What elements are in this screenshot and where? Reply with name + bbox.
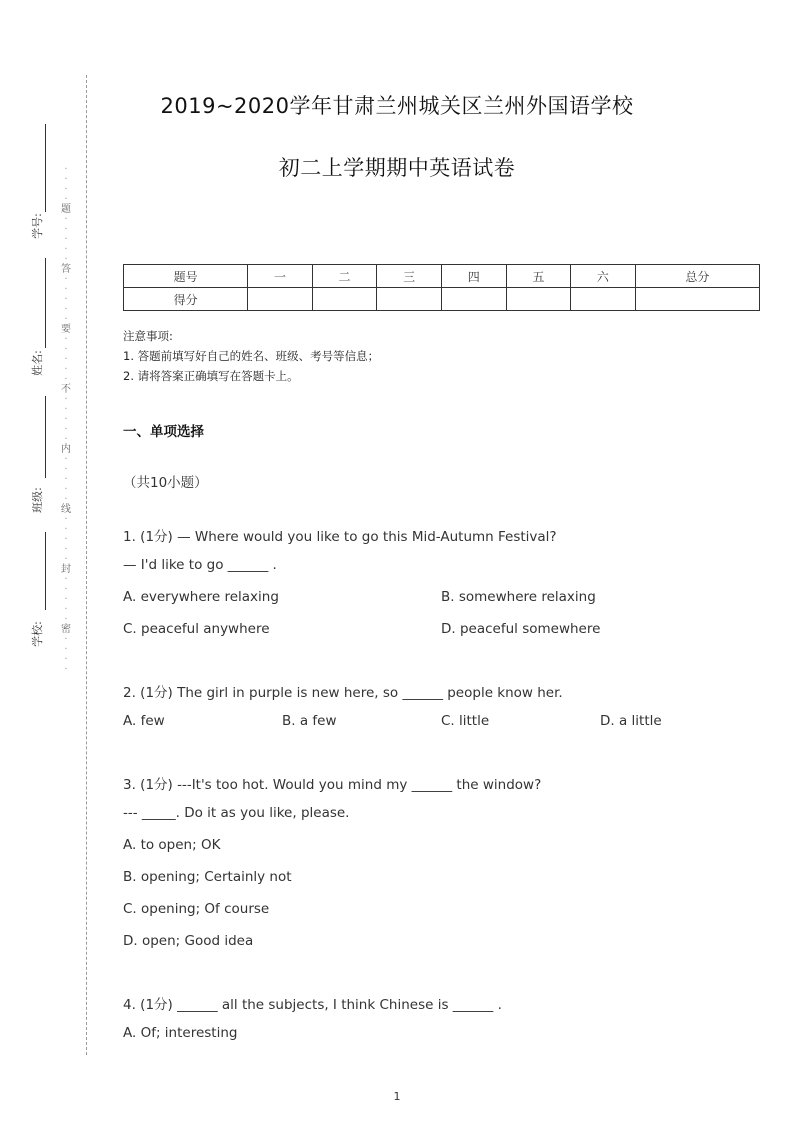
question-4-stem: 4. (1分) ______ all the subjects, I think Chinese is ______ . [123, 997, 502, 1013]
score-header-cell: 一 [248, 265, 313, 288]
seal-char: 线 [61, 504, 71, 515]
question-1-option-a: A. everywhere relaxing [123, 589, 279, 605]
section-subheading: （共10小题） [123, 475, 208, 491]
question-2-option-c: C. little [441, 713, 490, 729]
class-blank [45, 396, 46, 478]
score-cell [571, 288, 636, 311]
question-2-option-a: A. few [123, 713, 165, 729]
seal-line-text: · · · · 题 · · · · · 答 · · · · · 要 · · · · · 不 · · · · · 内 · · · · · 线 · · · · · 封 · · · · · 密 · · · · [61, 164, 71, 675]
score-cell [635, 288, 759, 311]
score-header-cell: 六 [571, 265, 636, 288]
name-label: 姓名: [31, 350, 44, 376]
school-blank [45, 532, 46, 610]
score-header-cell: 总分 [635, 265, 759, 288]
score-table [123, 264, 760, 311]
question-3-option-d: D. open; Good idea [123, 933, 254, 949]
page-number: 1 [393, 1090, 401, 1103]
score-row-label: 得分 [124, 288, 248, 311]
score-header-cell: 题号 [124, 265, 248, 288]
question-3-line2: --- _____. Do it as you like, please. [123, 805, 350, 821]
question-4-option-a: A. Of; interesting [123, 1025, 238, 1041]
question-1-line2: — I'd like to go ______ . [123, 557, 277, 573]
seal-char: 答 [61, 264, 71, 275]
student-no-label: 学号: [31, 213, 44, 239]
question-1-option-c: C. peaceful anywhere [123, 621, 270, 637]
score-header-cell: 五 [506, 265, 571, 288]
school-label: 学校: [31, 621, 44, 647]
seal-char: 不 [61, 384, 71, 395]
question-2-option-d: D. a little [600, 713, 662, 729]
student-no-blank [45, 124, 46, 212]
question-3-stem: 3. (1分) ---It's too hot. Would you mind my ______ the window? [123, 777, 542, 793]
class-label: 班级: [31, 487, 44, 513]
name-blank [45, 258, 46, 348]
question-2-option-b: B. a few [282, 713, 337, 729]
question-2-stem: 2. (1分) The girl in purple is new here, so ______ people know her. [123, 685, 563, 701]
score-cell [312, 288, 377, 311]
notes-heading: 注意事项: [123, 329, 173, 343]
score-cell [377, 288, 442, 311]
question-3-option-c: C. opening; Of course [123, 901, 270, 917]
seal-char: 要 [61, 324, 71, 335]
note-item: 2. 请将答案正确填写在答题卡上。 [123, 369, 299, 383]
question-1-option-b: B. somewhere relaxing [441, 589, 596, 605]
score-table-score-row [124, 288, 760, 311]
score-cell [441, 288, 506, 311]
question-3-option-a: A. to open; OK [123, 837, 221, 853]
score-table-header-row [124, 265, 760, 288]
note-item: 1. 答题前填写好自己的姓名、班级、考号等信息； [123, 349, 380, 363]
score-header-cell: 二 [312, 265, 377, 288]
seal-char: 题 [61, 204, 71, 215]
exam-title-line2: 初二上学期期中英语试卷 [278, 156, 516, 180]
score-cell [248, 288, 313, 311]
question-1-stem: 1. (1分) — Where would you like to go this Mid-Autumn Festival? [123, 529, 557, 545]
score-header-cell: 三 [377, 265, 442, 288]
seal-char: 内 [61, 444, 71, 455]
score-cell [506, 288, 571, 311]
section-heading: 一、单项选择 [123, 424, 204, 440]
seal-char: 封 [61, 564, 71, 575]
question-1-option-d: D. peaceful somewhere [441, 621, 601, 637]
exam-title-line1: 2019~2020学年甘肃兰州城关区兰州外国语学校 [160, 94, 634, 118]
question-3-option-b: B. opening; Certainly not [123, 869, 292, 885]
binding-dashed-line [86, 75, 87, 1055]
seal-char: 密 [61, 624, 71, 635]
score-header-cell: 四 [441, 265, 506, 288]
